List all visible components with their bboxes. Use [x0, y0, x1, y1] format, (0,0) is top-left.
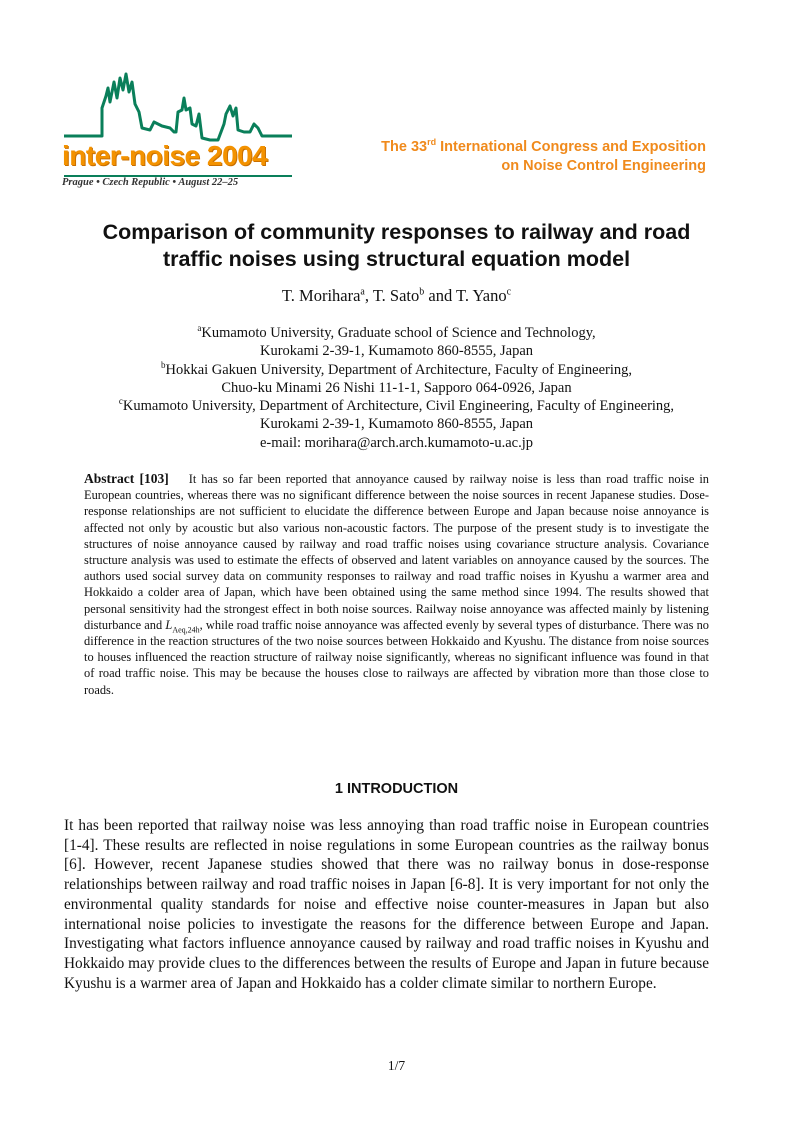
author-list: T. Morihara$^a$, T. Sato$^b$ and T. Yano$^c$ — [281, 286, 512, 305]
affiliation-line: $^a$Kumamoto University, Graduate school of Science and Technology, — [197, 323, 596, 341]
paper-title-line-1: Comparison of community responses to railway and road — [102, 220, 691, 244]
abstract-text: It has so far been reported that annoyance caused by railway noise is less than road traffic noise in European countries, whereas there was no significant difference between the noise sources in recent Japanese studies. Dose-response relationships are not sufficient to elucidate the difference between Europe and Japan because noise annoyance is affected not only by acoustic but also various non-acoustic factors. The purpose of the present study is to investigate the structures of noise annoyance caused by railway and road traffic noises using covariance structure analysis. Covariance structure analysis was used to estimate the effects of observed and latent variables on annoyance caused by the sources. The authors used social survey data on community responses to railway and road traffic noises in Kyushu a warmer area and Hokkaido a colder area of Japan, which have been obtained using the same method since 1994. The results showed that personal sensitivity had the strongest effect in both noise sources. Railway noise annoyance was affected mainly by listening disturbance and — [84, 472, 709, 632]
abstract-heading: Abstract [103] — [84, 471, 169, 486]
congress-line-1: The 33rd International Congress and Exposition — [381, 137, 706, 155]
conference-logo-subtitle: Prague • Czech Republic • August 22–25 — [62, 177, 239, 188]
prague-skyline-line — [64, 74, 292, 140]
section-heading-introduction: 1 INTRODUCTION — [334, 781, 459, 797]
congress-line-2: on Noise Control Engineering — [501, 158, 706, 174]
affiliations — [0, 324, 793, 452]
conference-logo-graphic — [62, 68, 294, 192]
paper-title-line-2: traffic noises using structural equation model — [162, 247, 631, 271]
introduction-paragraph: It has been reported that railway noise was less annoying than road traffic noise in European countries [1-4]. These results are reflected in noise regulations in some European countries as the railway bonus [6]. However, recent Japanese studies showed that there was no railway bonus in dose-response relationships between railway and road traffic noises in Japan [6-8]. It is very important for not only the environmental quality standards for noise and effective noise counter-measures in Japan but also international noise policies to investigate the reasons for the difference between Europe and Japan. Investigating what factors influence annoyance caused by railway and road traffic noises in Kyushu and Hokkaido may provide clues to the differences between the results of Europe and Japan in future because Kyushu is a warmer area of Japan and Hokkaido has a colder climate similar to northern Europe. — [64, 817, 709, 992]
affiliation-line: Kurokami 2-39-1, Kumamoto 860-8555, Japan — [259, 416, 534, 433]
affiliation-line: $^c$Kumamoto University, Department of Architecture, Civil Engineering, Faculty of Engineering, — [118, 396, 675, 415]
page-number: 1/7 — [387, 1058, 406, 1073]
abstract-text-continued: , while road traffic noise annoyance was affected evenly by several types of disturbance. There was no difference in the reaction structures of the two noise sources between Hokkaido and Kyushu. The distance from noise sources to houses influenced the reaction structure of railway noise significantly, whereas no significant influence was found in that of road traffic noise. This may be because the houses close to railways are affected by vibration more than those close to roads. — [84, 617, 710, 697]
abstract: Abstract [103] It has so far been reported that annoyance caused by railway noise is less than road traffic noise in European countries, whereas there was no significant difference between the noise sources in recent Japanese studies. Dose-response relationships are not sufficient to elucidate the difference between Europe and Japan because noise annoyance is affected not only by acoustic but also various non-acoustic factors. The purpose of the present study is to investigate the structures of noise annoyance caused by railway and road traffic noises using covariance structure analysis. Covariance structure analysis was used to estimate the effects of observed and latent variables on annoyance caused by the sources. The authors used social survey data on community responses to railway and road traffic noises in Kyushu a warmer area and Hokkaido a colder area of Japan, which have been obtained using the same method since 1994. The results showed that personal sensitivity had the strongest effect in both noise sources. Railway noise annoyance was affected mainly by listening disturbance and $L_{Aeq,24h}$, while road traffic noise annoyance was affected evenly by several types of disturbance. There was no difference in the reaction structures of the two noise sources between Hokkaido and Kyushu. The distance from noise sources to houses influenced the reaction structure of railway noise significantly, whereas no significant influence was found in that of road traffic noise. This may be because the houses close to railways are affected by vibration more than those close to roads. — [84, 471, 710, 697]
paper-title — [40, 219, 753, 273]
affiliation-line: Chuo-ku Minami 26 Nishi 11-1-1, Sapporo 064-0926, Japan — [221, 379, 572, 396]
conference-logo-wordmark: inter-noise 2004 — [62, 140, 268, 171]
laeq-symbol: L — [165, 617, 173, 632]
congress-header — [381, 138, 706, 176]
affiliation-line: Kurokami 2-39-1, Kumamoto 860-8555, Japan — [259, 343, 534, 360]
affiliation-line: $^b$Hokkai Gakuen University, Department of Architecture, Faculty of Engineering, — [160, 359, 633, 378]
contact-email[interactable]: e-mail: morihara@arch.arch.kumamoto-u.ac.jp — [259, 434, 534, 451]
